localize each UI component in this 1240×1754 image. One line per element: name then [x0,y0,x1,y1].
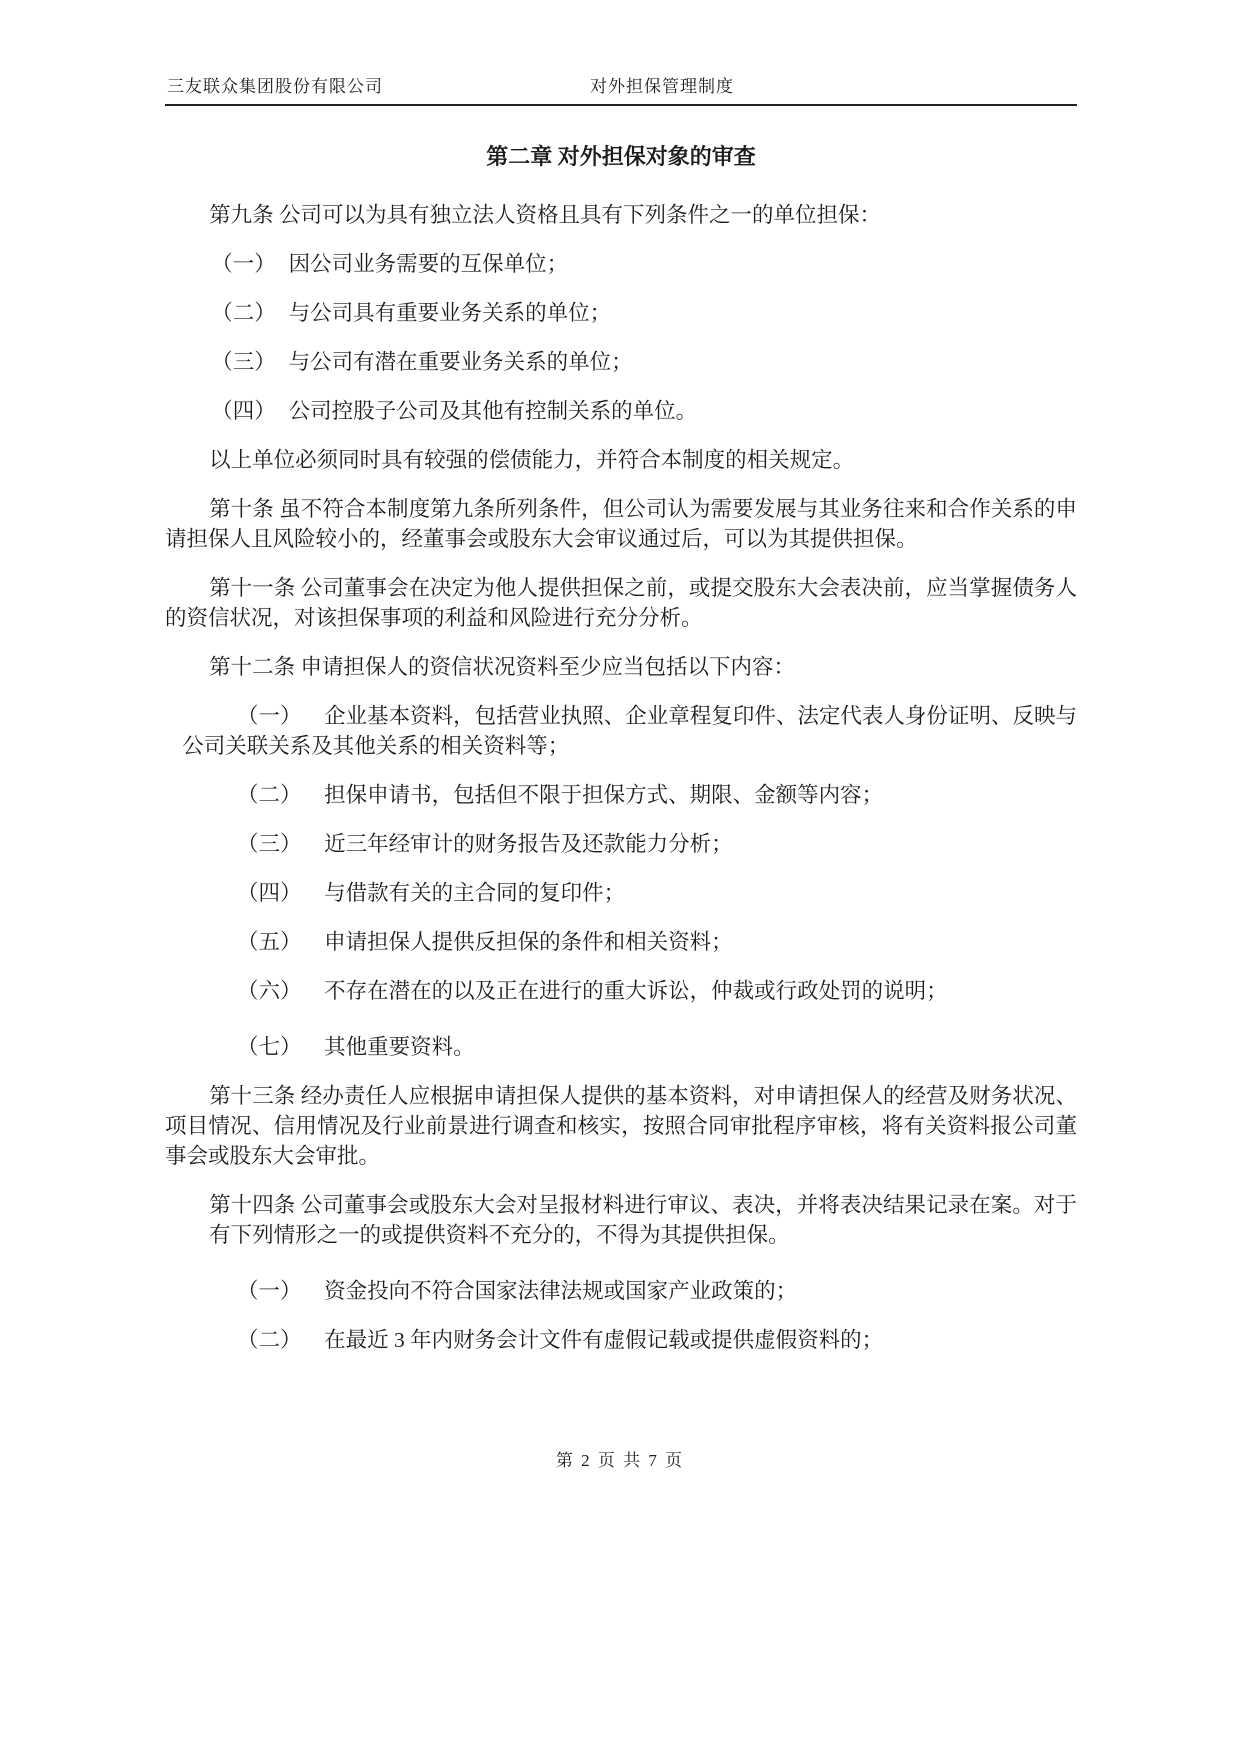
item-number: （一） [237,1279,302,1303]
paragraph: 第十一条 公司董事会在决定为他人提供担保之前，或提交股东大会表决前，应当掌握债务人的资信状况，对该担保事项的利益和风险进行充分分析。 [165,576,1077,630]
item-text: 与借款有关的主合同的复印件； [324,881,626,905]
list-item [211,347,1077,377]
paragraph: 第十二条 申请担保人的资信状况资料至少应当包括以下内容： [209,655,795,679]
header-document-title: 对外担保管理制度 [590,77,734,96]
item-text: 资金投向不符合国家法律法规或国家产业政策的； [324,1279,798,1303]
item-number: （三） [237,832,302,856]
item-number: （二） [211,301,276,325]
item-text: 企业基本资料，包括营业执照、企业章程复印件、法定代表人身份证明、反映与公司关联关系及其他关系的相关资料等； [182,704,1077,758]
item-number: （二） [237,783,302,807]
chapter-title: 第二章 对外担保对象的审查 [486,144,756,169]
item-text: 担保申请书，包括但不限于担保方式、期限、金额等内容； [324,783,884,807]
list-item [211,298,1077,328]
item-text: 与公司有潜在重要业务关系的单位； [288,350,633,374]
item-number: （六） [237,979,302,1003]
item-text: 因公司业务需要的互保单位； [288,252,569,276]
page-header [165,74,1077,106]
item-number: （一） [211,252,276,276]
list-item [211,249,1077,279]
paragraph: 第十四条 公司董事会或股东大会对呈报材料进行审议、表决，并将表决结果记录在案。对于有下列情形之一的或提供资料不充分的，不得为其提供担保。 [209,1193,1077,1247]
item-number: （一） [237,704,302,728]
item-text: 不存在潜在的以及正在进行的重大诉讼，仲裁或行政处罚的说明； [324,979,948,1003]
item-number: （四） [211,399,276,423]
item-number: （七） [237,1035,302,1059]
list-item [182,1325,1077,1355]
item-text: 公司控股子公司及其他有控制关系的单位。 [288,399,698,423]
document-body [165,128,1077,1374]
list-item [182,1032,1077,1062]
item-number: （三） [211,350,276,374]
list-item [182,1276,1077,1306]
item-number: （五） [237,930,302,954]
list-item [211,396,1077,426]
item-text: 在最近 3 年内财务会计文件有虚假记载或提供虚假资料的； [324,1328,884,1352]
paragraph: 以上单位必须同时具有较强的偿债能力，并符合本制度的相关规定。 [209,448,855,472]
list-item [182,976,1077,1006]
item-text: 近三年经审计的财务报告及还款能力分析； [324,832,733,856]
item-text: 申请担保人提供反担保的条件和相关资料； [324,930,733,954]
list-item [182,829,1077,859]
item-number: （二） [237,1328,302,1352]
item-text: 其他重要资料。 [324,1035,475,1059]
page-footer [0,1446,1240,1471]
item-text: 与公司具有重要业务关系的单位； [288,301,612,325]
list-item [182,927,1077,957]
list-item [182,701,1077,761]
paragraph: 第十三条 经办责任人应根据申请担保人提供的基本资料，对申请担保人的经营及财务状况、项目情况、信用情况及行业前景进行调查和核实，按照合同审批程序审核，将有关资料报公司董事会或股东大会审批。 [165,1084,1077,1168]
page-number: 第 2 页 共 7 页 [555,1451,685,1470]
item-number: （四） [237,881,302,905]
list-item [182,878,1077,908]
list-item [182,780,1077,810]
paragraph: 第十条 虽不符合本制度第九条所列条件，但公司认为需要发展与其业务往来和合作关系的申请担保人且风险较小的，经董事会或股东大会审议通过后，可以为其提供担保。 [165,497,1077,551]
paragraph: 第九条 公司可以为具有独立法人资格且具有下列条件之一的单位担保： [209,203,881,227]
header-company-name: 三友联众集团股份有限公司 [167,77,383,96]
